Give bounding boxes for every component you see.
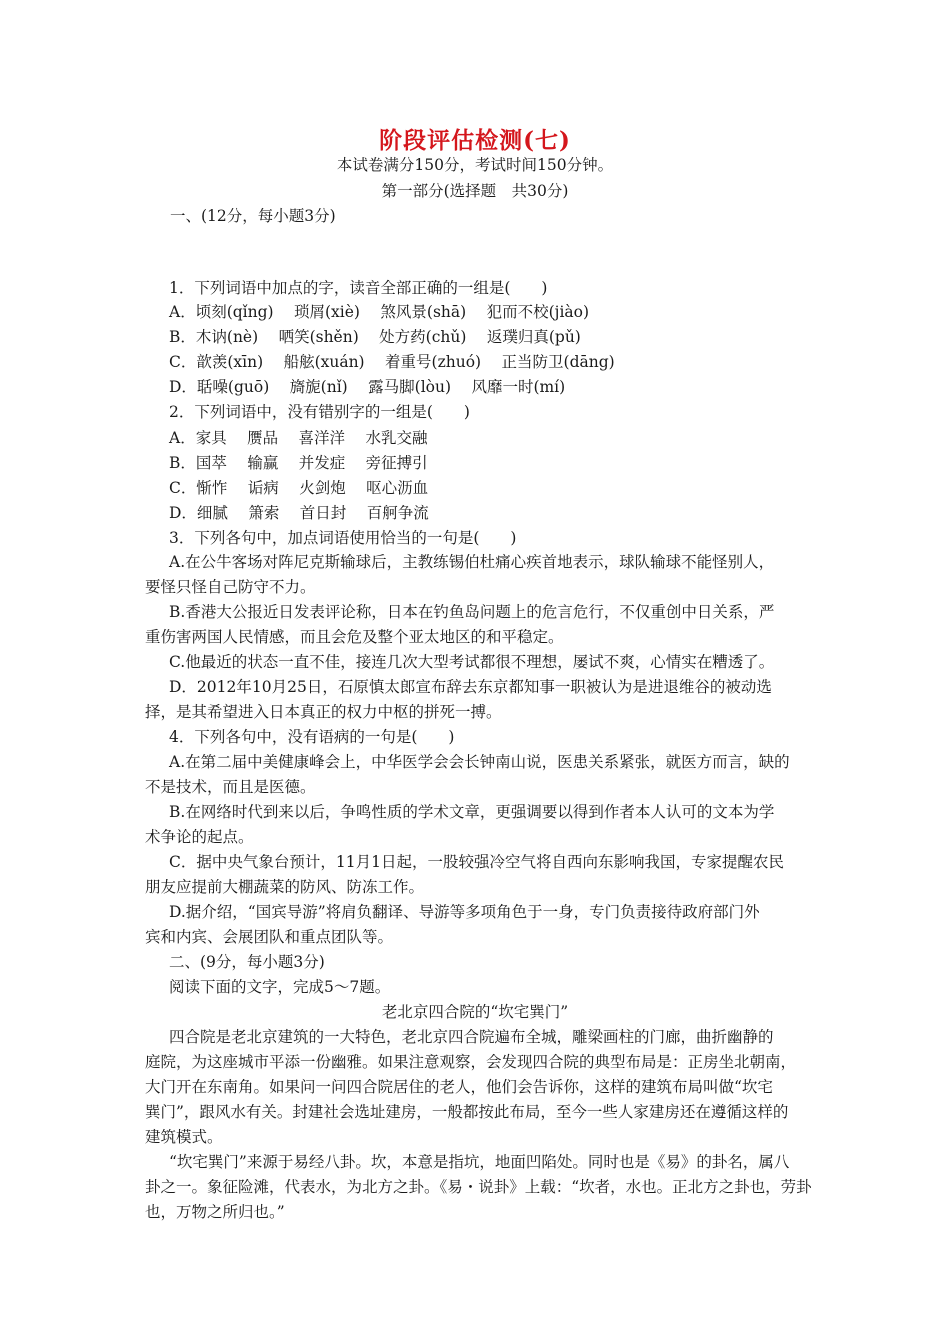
- section2-heading: 二、(9分，每小题3分): [169, 953, 325, 971]
- q3-option-d-line2: 择，是其希望进入日本真正的权力中枢的拼死一搏。: [145, 703, 502, 721]
- part-heading: 第一部分(选择题 共30分): [381, 182, 569, 200]
- q3-option-d-line1: D．2012年10月25日，石原慎太郎宣布辞去东京都知事一职被认为是进退维谷的被动选: [169, 678, 772, 696]
- q2-option-a: A．家具 赝品 喜洋洋 水乳交融: [169, 429, 428, 447]
- article-title: 老北京四合院的“坎宅巽门”: [381, 1003, 569, 1021]
- q1-option-d: D．聒噪(guō) 旖旎(nǐ) 露马脚(lòu) 风靡一时(mí): [169, 378, 566, 396]
- q4-option-c-line2: 朋友应提前大棚蔬菜的防风、防冻工作。: [145, 878, 425, 896]
- article-paragraph1-line1: 四合院是老北京建筑的一大特色，老北京四合院遍布全城，雕梁画柱的门廊，曲折幽静的: [169, 1028, 774, 1046]
- q4-option-c-line1: C．据中央气象台预计，11月1日起，一股较强冷空气将自西向东影响我国，专家提醒农民: [169, 853, 784, 871]
- q1-stem: 1．下列词语中加点的字，读音全部正确的一组是( ): [169, 279, 548, 297]
- q2-option-d: D．细腻 箫索 首日封 百舸争流: [169, 504, 429, 522]
- page-title: 阶段评估检测(七): [379, 127, 571, 154]
- q1-option-b: B．木讷(nè) 哂笑(shěn) 处方药(chǔ) 返璞归真(pǔ): [169, 328, 581, 346]
- q4-option-a-line1: A.在第二届中美健康峰会上，中华医学会会长钟南山说，医患关系紧张，就医方而言，缺的: [169, 753, 790, 771]
- article-paragraph1-line3: 大门开在东南角。如果问一问四合院居住的老人，他们会告诉你，这样的建筑布局叫做“坎宅: [145, 1078, 773, 1096]
- section1-heading: 一、(12分，每小题3分): [170, 207, 336, 225]
- q1-option-c: C．歆羡(xīn) 船舷(xuán) 着重号(zhuó) 正当防卫(dāng): [169, 353, 615, 371]
- q3-stem: 3．下列各句中，加点词语使用恰当的一句是( ): [169, 529, 517, 547]
- q4-stem: 4．下列各句中，没有语病的一句是( ): [169, 728, 455, 746]
- article-paragraph1-line5: 建筑模式。: [145, 1128, 223, 1146]
- reading-instruction: 阅读下面的文字，完成5～7题。: [169, 978, 391, 996]
- q2-stem: 2．下列词语中，没有错别字的一组是( ): [169, 403, 470, 421]
- exam-info: 本试卷满分150分，考试时间150分钟。: [336, 156, 614, 174]
- q2-option-b: B．国萃 输赢 并发症 旁征搏引: [169, 454, 428, 472]
- q4-option-d-line1: D.据介绍，“国宾导游”将肩负翻译、导游等多项角色于一身，专门负责接待政府部门外: [169, 903, 760, 921]
- q3-option-b-line2: 重伤害两国人民情感，而且会危及整个亚太地区的和平稳定。: [145, 628, 564, 646]
- q2-option-c: C．惭怍 诟病 火剑炮 呕心沥血: [169, 479, 429, 497]
- q4-option-b-line2: 术争论的起点。: [145, 828, 254, 846]
- q3-option-c-line1: C.他最近的状态一直不佳，接连几次大型考试都很不理想，屡试不爽，心情实在糟透了。: [169, 653, 775, 671]
- article-paragraph1-line2: 庭院，为这座城市平添一份幽雅。如果注意观察，会发现四合院的典型布局是：正房坐北朝南，: [145, 1053, 797, 1071]
- q4-option-d-line2: 宾和内宾、会展团队和重点团队等。: [145, 928, 394, 946]
- q1-option-a: A．顷刻(qǐng) 琐屑(xiè) 煞风景(shā) 犯而不校(jiào): [169, 303, 590, 321]
- q4-option-a-line2: 不是技术，而且是医德。: [145, 778, 316, 796]
- article-paragraph2-line1: “坎宅巽门”来源于易经八卦。坎，本意是指坑，地面凹陷处。同时也是《易》的卦名，属八: [169, 1153, 790, 1171]
- q3-option-a-line2: 要怪只怪自己防守不力。: [145, 578, 316, 596]
- article-paragraph2-line3: 也，万物之所归也。”: [145, 1203, 285, 1221]
- q3-option-a-line1: A.在公牛客场对阵尼克斯输球后，主教练锡伯杜痛心疾首地表示，球队输球不能怪别人，: [169, 553, 775, 571]
- article-paragraph2-line2: 卦之一。象征险滩，代表水，为北方之卦。《易・说卦》上载：“坎者，水也。正北方之卦也，劳卦: [145, 1178, 812, 1196]
- q4-option-b-line1: B.在网络时代到来以后，争鸣性质的学术文章，更强调要以得到作者本人认可的文本为学: [169, 803, 775, 821]
- article-paragraph1-line4: 巽门”，跟风水有关。封建社会选址建房，一般都按此布局，至今一些人家建房还在遵循这样的: [145, 1103, 789, 1121]
- q3-option-b-line1: B.香港大公报近日发表评论称，日本在钓鱼岛问题上的危言危行，不仅重创中日关系，严: [169, 603, 775, 621]
